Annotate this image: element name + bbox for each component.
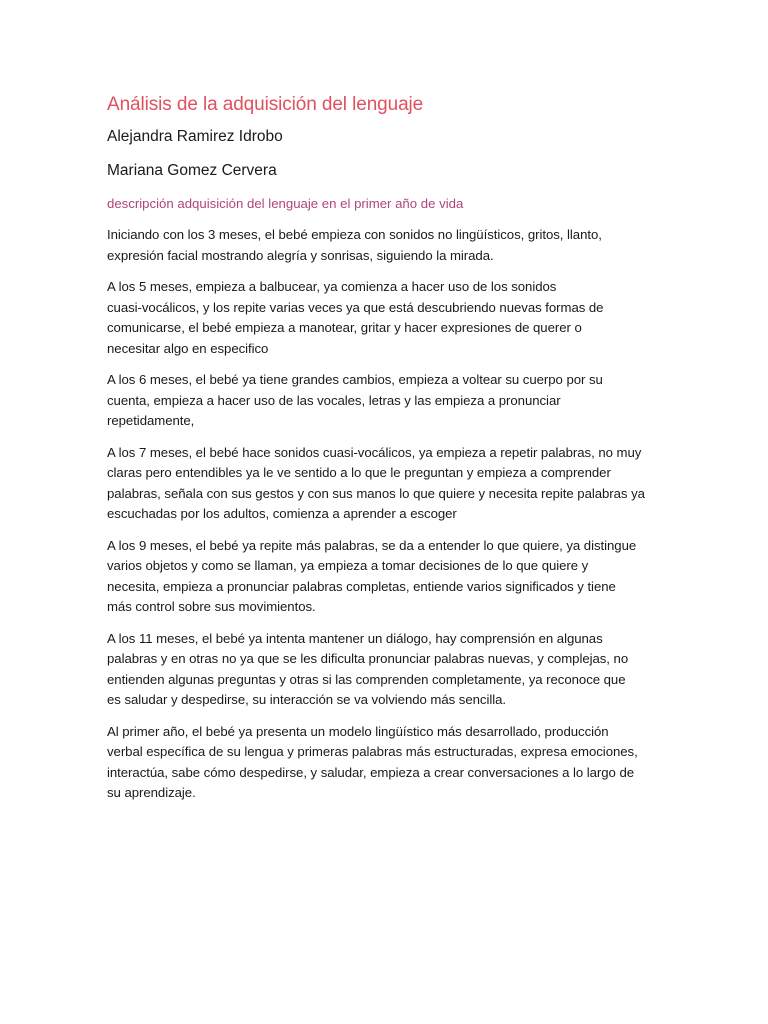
document-title: Análisis de la adquisición del lenguaje (107, 94, 424, 115)
paragraph-line: A los 11 meses, el bebé ya intenta mantener un diálogo, hay comprensión en algunas (107, 630, 603, 646)
paragraph-line: palabras y en otras no ya que se les dificulta pronunciar palabras nuevas, y complejas, no (107, 651, 629, 666)
paragraph-line: palabras, señala con sus gestos y con sus manos lo que quiere y necesita repite palabras ya (107, 485, 645, 501)
paragraph-list (107, 225, 662, 804)
paragraph-line: verbal específica de su lengua y primeras palabras más estructuradas, expresa emociones, (107, 744, 638, 759)
body-paragraph (107, 370, 662, 432)
paragraph-line: entienden algunas preguntas y otras si las comprenden completamente, ya reconoce que (107, 671, 626, 687)
body-paragraph (107, 225, 662, 266)
paragraph-line: A los 9 meses, el bebé ya repite más palabras, se da a entender lo que quiere, ya distingue (107, 537, 637, 553)
paragraph-line: su aprendizaje. (107, 785, 196, 800)
paragraph-line: A los 6 meses, el bebé ya tiene grandes cambios, empieza a voltear su cuerpo por su (107, 372, 603, 387)
document-body (107, 92, 662, 815)
author-name: Alejandra Ramirez Idrobo (107, 128, 283, 145)
paragraph-line: A los 5 meses, empieza a balbucear, ya comienza a hacer uso de los sonidos (107, 279, 557, 294)
paragraph-line: cuasi-vocálicos, y los repite varias veces ya que está descubriendo nuevas formas de (107, 299, 604, 315)
paragraph-line: escuchadas por los adultos, comienza a aprender a escoger (107, 506, 457, 521)
paragraph-line: A los 7 meses, el bebé hace sonidos cuasi-vocálicos, ya empieza a repetir palabras, no muy (107, 444, 642, 460)
paragraph-line: Al primer año, el bebé ya presenta un modelo lingüístico más desarrollado, producción (107, 723, 609, 739)
body-paragraph (107, 443, 662, 525)
paragraph-line: más control sobre sus movimientos. (107, 599, 316, 614)
author-name: Mariana Gomez Cervera (107, 162, 277, 179)
paragraph-line: necesita, empieza a pronunciar palabras completas, entiende varios significados y tiene (107, 578, 616, 594)
body-paragraph (107, 629, 662, 711)
document-subtitle: descripción adquisición del lenguaje en el primer año de vida (107, 196, 464, 211)
body-paragraph (107, 277, 662, 359)
body-paragraph (107, 722, 662, 804)
paragraph-line: cuenta, empieza a hacer uso de las vocales, letras y las empieza a pronunciar (107, 392, 561, 408)
paragraph-line: es saludar y despedirse, su interacción se va volviendo más sencilla. (107, 692, 506, 707)
paragraph-line: claras pero entendibles ya le ve sentido a lo que le preguntan y empieza a comprender (107, 465, 611, 480)
body-paragraph (107, 536, 662, 618)
paragraph-line: interactúa, sabe cómo despedirse, y saludar, empieza a crear conversaciones a lo largo de (107, 764, 635, 780)
paragraph-line: Iniciando con los 3 meses, el bebé empieza con sonidos no lingüísticos, gritos, llanto, (107, 227, 602, 242)
paragraph-line: comunicarse, el bebé empieza a manotear, gritar y hacer expresiones de querer o (107, 320, 582, 335)
paragraph-line: expresión facial mostrando alegría y sonrisas, siguiendo la mirada. (107, 247, 494, 263)
paragraph-line: necesitar algo en especifico (107, 340, 269, 356)
paragraph-line: varios objetos y como se llaman, ya empieza a tomar decisiones de lo que quiere y (107, 558, 589, 573)
paragraph-line: repetidamente, (107, 413, 195, 428)
